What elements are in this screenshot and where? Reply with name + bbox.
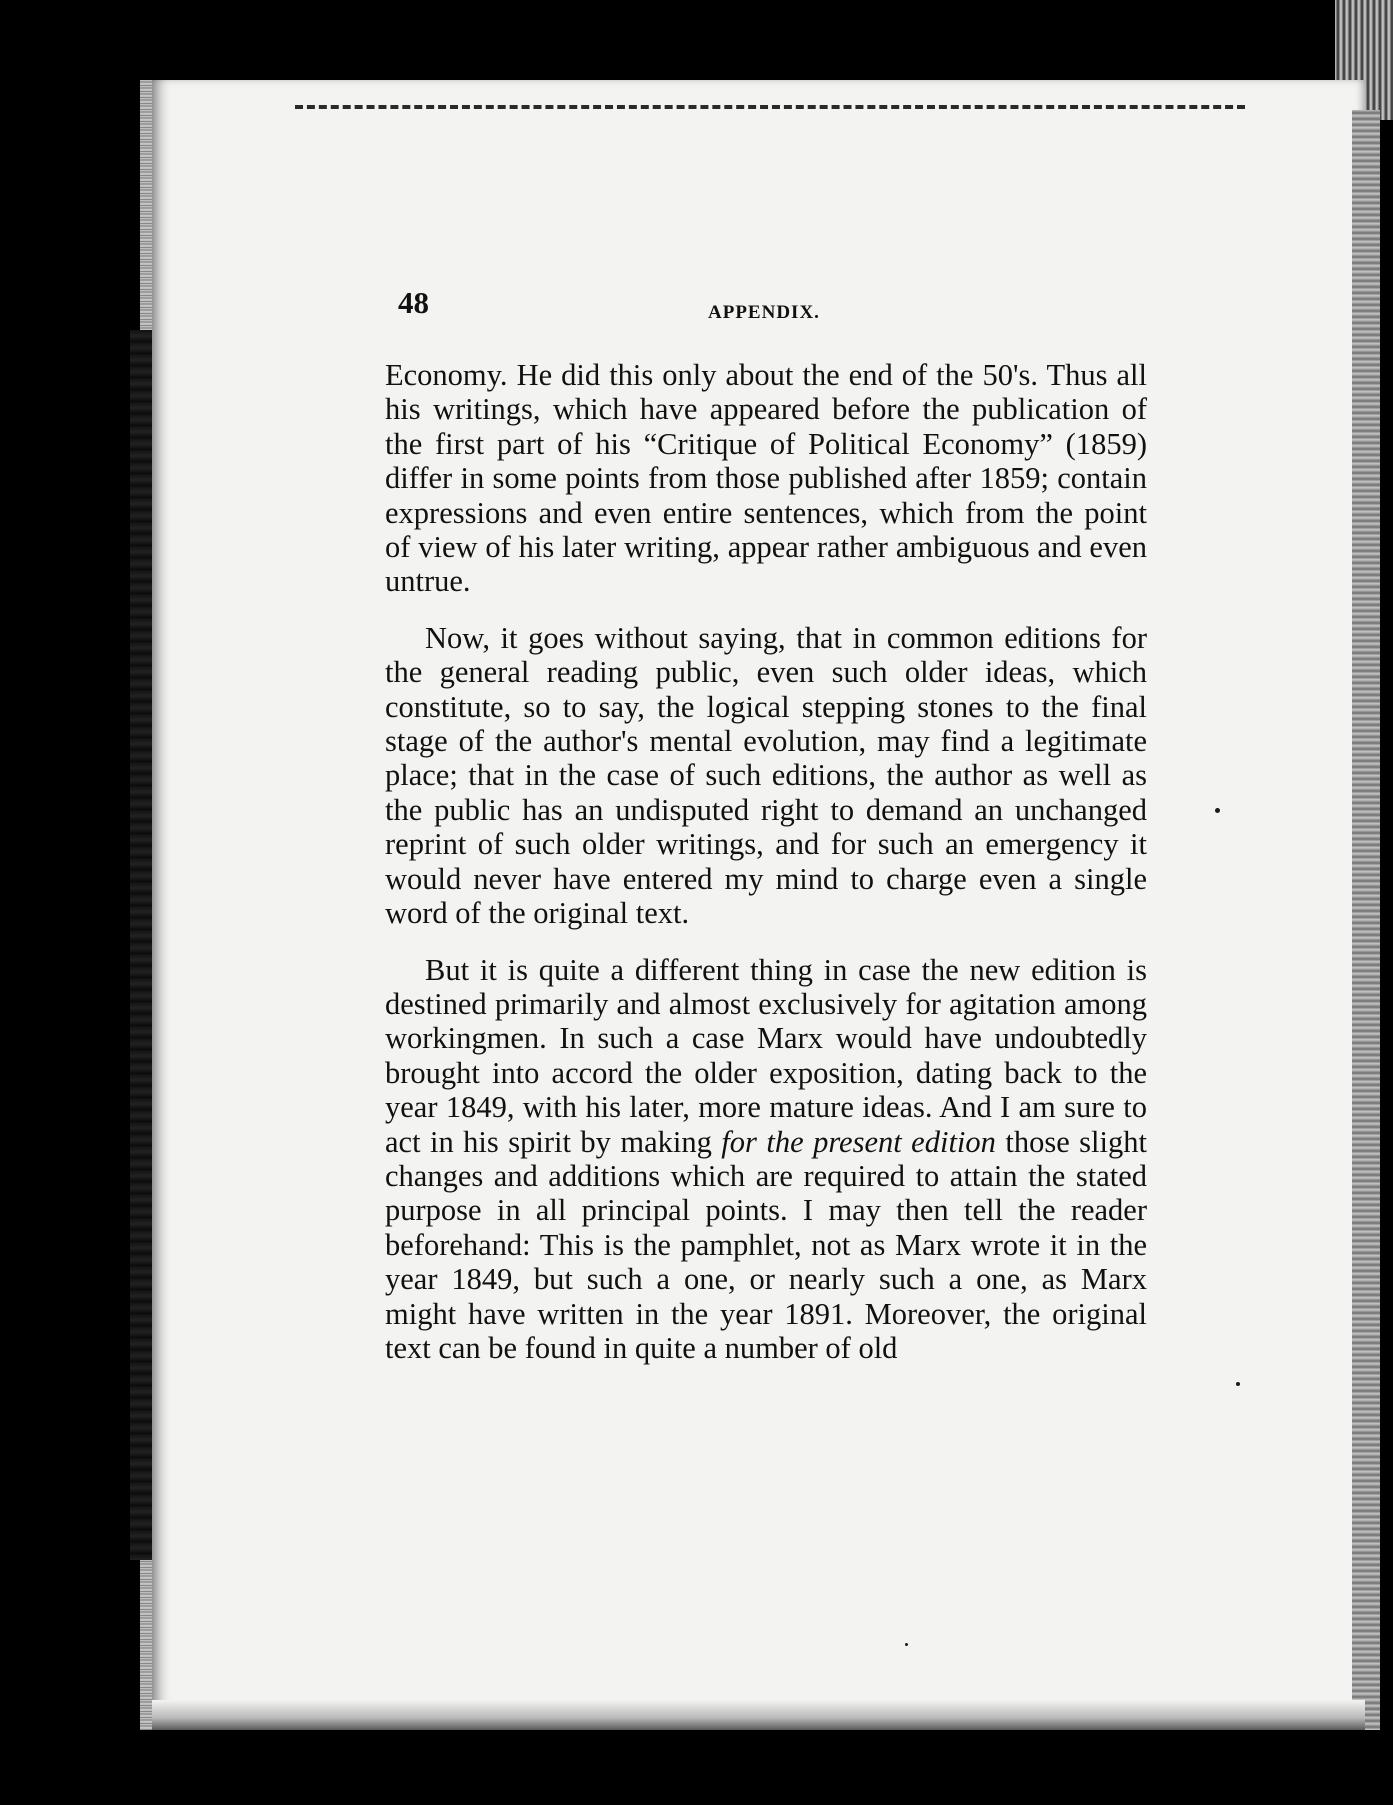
paragraph-3-italic: for the present edition: [721, 1124, 996, 1159]
scan-speck: [1215, 808, 1220, 813]
page-right-edge: [1352, 110, 1380, 1730]
page-number: 48: [398, 285, 429, 320]
paragraph-1: Economy. He did this only about the end of the 50's. Thus all his writings, which have appeared before the publication of the first part of his “Critique of Political Economy” (1859) differ in some points from those published after 1859; contain expressions and even entire sentences, which from the point of view of his later writing, appear rather ambiguous and even untrue.: [385, 358, 1147, 599]
paragraph-3-part-2: those slight changes and additions which are required to attain the stated purpose in all principal points. I may then tell the reader beforehand: This is the pamphlet, not as Marx wrote it in the year 1849, but such a one, or nearly such a one, as Marx might have written in the year 1891. Moreover, the original text can be found in quite a number of old: [385, 1124, 1147, 1365]
page-header: [398, 285, 1158, 325]
paragraph-2: Now, it goes without saying, that in common editions for the general reading public, even such older ideas, which constitute, so to say, the logical stepping stones to the final stage of the author's mental evolution, may find a legitimate place; that in the case of such editions, the author as well as the public has an undisputed right to demand an unchanged reprint of such older writings, and for such an emergency it would never have entered my mind to charge even a single word of the original text.: [385, 620, 1147, 931]
scan-speck: [1236, 1382, 1240, 1386]
body-text: [385, 358, 1147, 1387]
paragraph-3: [385, 953, 1147, 1366]
scan-speck: [905, 1643, 908, 1646]
page-bottom-shadow: [152, 1700, 1365, 1730]
running-head: APPENDIX.: [708, 302, 820, 323]
top-border-rule: [295, 105, 1245, 109]
paragraph-3-part-1: But it is quite a different thing in case the new edition is destined primarily and almost exclusively for agitation among workingmen. In such a case Marx would have undoubtedly brought into accord the older exposition, dating back to the year 1849, with his later, more mature ideas. And I am sure to act in his spirit by making: [385, 952, 1147, 1159]
